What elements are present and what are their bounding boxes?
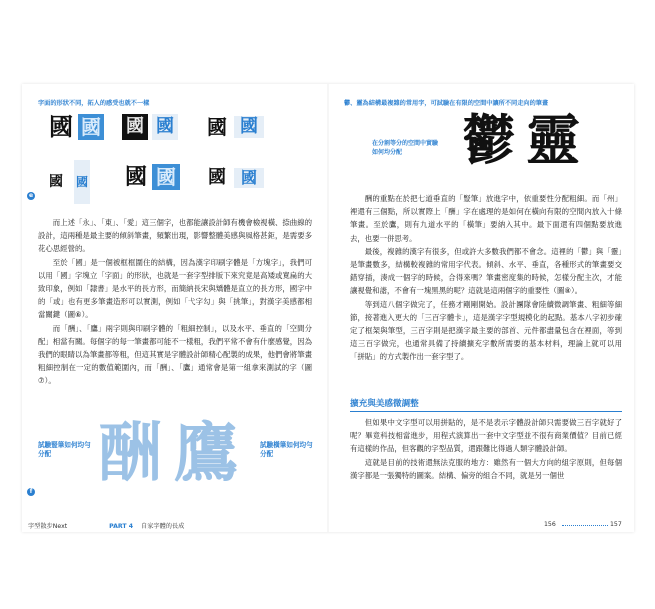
glyph-guo-9: 國 <box>124 164 147 190</box>
right-paragraph: 等到這八個字做完了，任務才剛剛開始。設計團隊會陸續微調筆畫、粗細等細節，接著進入更大的「三百字體卡」，這是漢字字型規模化的起點。基本八字初步確定了框架與筆型，三百字則是把漢字最主要的部首、元件都盡量包含在裡面，等到這三百字做完，也通常具備了持續擴充字數所需要的基本材料，理論上就可以用「拼貼」的方式製作出一套字型了。 <box>350 299 622 362</box>
page-number-dots <box>562 525 608 526</box>
right-caption: 鬱、靈為結構最複雜的常用字，可試驗在有限的空間中讓所不同走向的筆畫 <box>344 100 549 107</box>
right-body-text-2 <box>350 416 622 482</box>
glyph-guo-4: 國 <box>152 114 178 140</box>
glyph-guo-3: 國 <box>122 114 148 140</box>
glyph-guo-1: 國 <box>49 112 73 141</box>
footer-part: PART 4 <box>109 523 134 530</box>
right-page <box>328 84 634 532</box>
glyph-guo-12: 國 <box>234 168 264 188</box>
glyph-guo-7: 國 <box>49 174 63 190</box>
right-paragraph: 酬的重點在於把七道垂直的「豎筆」放進字中，依重要性分配粗細。而「州」裡還有三個點，所以實際上「酬」字在處理的是如何在橫向有限的空間內放入十條筆畫。至於鷹，則有九道水平的「橫筆」要納入其中。最下面還有四個點要放進去，也要一併思考。 <box>350 194 622 243</box>
big-glyph-ling: 靈 <box>526 108 580 172</box>
footer-book-title: 字型散步Next <box>28 523 68 530</box>
glyph-guo-5: 國 <box>207 115 227 139</box>
left-footer <box>28 521 184 530</box>
section-heading: 擴充與美感微調整 <box>350 399 419 409</box>
right-paragraph: 但如果中文字型可以用拼貼的，是不是表示字體設計師只需要做三百字就好了呢？畢竟科技相當進步，用程式演算出一套中文字型並不很有商業價值？目前已經有這樣的作品，但客觀的字型品質，還跟難比得過人類字體設計師。 <box>350 418 622 454</box>
right-paragraph: 這就是目前的技術還無法克服的地方：雖然有一個大方向的組字原則，但每個漢字都是一張獨特的圖案。結構、偏旁的組合不同，就是另一個世 <box>350 457 622 480</box>
figure-e-icon: e <box>28 192 34 199</box>
right-paragraph: 最後，複雜的漢字有很多，但或許大多數我們都不會念。這裡的「鬱」與「靈」是筆畫數多，結構較複雜的常用字代表。傾斜、水平、垂直，各種形式的筆畫要交錯穿插，湊成一個字的時候，合得來嗎？筆畫密度集的時候，怎樣分配主次，才能讓視覺和諧，不會有一塊黑黑的呢？這就是這兩個字的重要性（圖⑧）。 <box>350 246 622 296</box>
page-number-left: 156 <box>544 521 556 528</box>
big-glyph-yu: 鬱 <box>462 108 516 172</box>
left-paragraph: 而「酬」、「鷹」兩字則與印刷字體的「粗細控制」，以及水平、垂直的「空間分配」相當有關。每個字的每一筆畫都可能不一樣粗，我們平常不會有什麼感覺，因為我們的眼睛以為筆畫都等粗，但這其實是字體設計師精心配製的成果，他們會將筆畫粗細控制在一定的數值範圍內，而「酬」、「鷹」通常會是第一組拿來測試的字（圖⑦）。 <box>38 323 312 386</box>
left-page <box>22 84 328 532</box>
book-spread <box>22 84 634 532</box>
glyph-guo-11: 國 <box>208 167 226 188</box>
glyph-guo-8: 國 <box>74 160 90 204</box>
left-side-label-right: 試驗橫筆如何均勻分配 <box>260 441 313 458</box>
left-paragraph: 而上述「永」、「東」、「愛」這三個字，也都能讓設計師有機會檢視橫、捺曲線的設計，這兩種是最主要的傾斜筆畫，頻繁出現，影響整體美感與風格甚鉅，是需要多花心思經營的。 <box>38 218 312 254</box>
big-glyph-ying: 鷹 <box>174 416 238 491</box>
left-body-text <box>38 216 312 388</box>
figure-f-icon: f <box>27 488 35 496</box>
page-number-right: 157 <box>610 521 622 528</box>
footer-chapter-title: 自家字體的長成 <box>141 523 185 530</box>
left-caption: 字面的形狀不同，拓人的感受也就不一樣 <box>38 100 150 107</box>
right-body-text <box>350 192 622 364</box>
left-paragraph: 至於「國」是一個被框框圍住的結構，因為漢字印刷字體是「方塊字」，我們可以用「國」字塊立「字面」的形狀，也就是一套字型排版下來究竟是高矮或寬扁的大致印象，例如「隸書」是水平的長方形，而簡納長宋與矯體是直立的長方形，國字中的「或」也有更多筆畫造形可以實測，例如「弋字勾」與「挑筆」，對漢字美感都相當關鍵（圖⑥）。 <box>38 257 312 320</box>
big-glyph-chou: 酬 <box>98 416 162 491</box>
glyph-guo-6: 國 <box>234 116 264 138</box>
left-side-label: 試驗豎筆如何均勻分配 <box>38 441 91 458</box>
right-side-label: 在分割等分的空間中實驗如何均分配 <box>372 140 439 156</box>
glyph-guo-10: 國 <box>152 164 180 190</box>
section-rule <box>350 411 622 412</box>
glyph-guo-2: 國 <box>78 114 104 140</box>
